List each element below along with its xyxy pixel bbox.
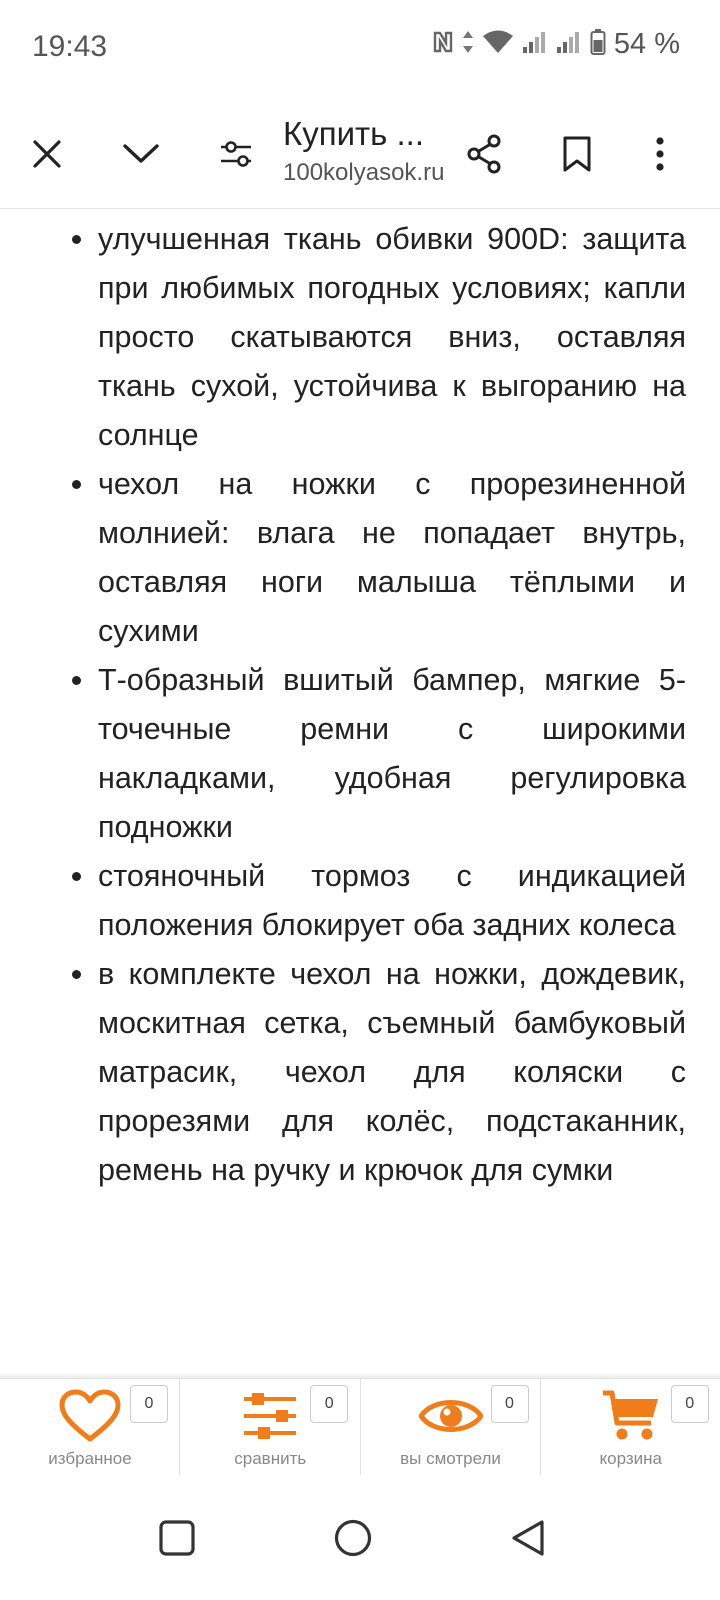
close-icon[interactable] [18,100,76,208]
back-triangle-icon[interactable] [494,1503,564,1573]
list-item [66,215,686,460]
compare-count-badge: 0 [310,1385,348,1423]
compare-button[interactable] [180,1379,360,1475]
cart-label: корзина [599,1449,662,1468]
eye-icon [401,1389,501,1443]
favorites-button[interactable] [0,1379,180,1475]
list-item [66,950,686,1195]
list-item-text: стояночный тормоз с индикацией положения блокирует оба задних колеса [98,859,686,942]
status-bar [0,0,720,100]
list-item-text: чехол на ножки с прорезиненной молнией: влага не попадает внутрь, оставляя ноги малыша тёплыми и сухими [98,467,686,648]
list-item-text: улучшенная ткань обивки 900D: защита при любимых погодных условиях; капли просто скатываются вниз, оставляя ткань сухой, устойчива к выгоранию на солнце [98,222,686,452]
shop-bottom-bar [0,1378,720,1476]
nfc-icon [432,29,454,60]
status-time: 19:43 [32,30,108,63]
list-item-text: Т-образный вшитый бампер, мягкие 5-точечные ремни с широкими накладками, удобная регулировка подножки [98,663,686,844]
share-icon[interactable] [458,100,510,208]
more-vert-icon[interactable] [640,100,680,208]
system-navigation-bar [0,1475,720,1600]
bullet-icon [72,872,81,881]
feature-list [66,215,686,1195]
battery-percentage: 54 % [613,28,680,60]
compare-label: сравнить [234,1449,307,1468]
page-content [0,210,720,1375]
viewed-count-badge: 0 [491,1385,529,1423]
cart-button[interactable] [541,1379,720,1475]
home-circle-icon[interactable] [318,1503,388,1573]
list-item [66,852,686,950]
recents-square-icon[interactable] [142,1503,212,1573]
wifi-icon [482,29,514,60]
list-item [66,656,686,852]
status-icons [432,28,680,61]
battery-icon [590,28,606,61]
page-title-block[interactable] [283,115,453,187]
settings-sliders-icon[interactable] [210,100,262,208]
data-arrows-icon [462,29,474,60]
bullet-icon [72,676,81,685]
cart-count-badge: 0 [671,1385,709,1423]
signal-icon [556,29,582,60]
browser-toolbar [0,100,720,209]
favorites-label: избранное [48,1449,132,1468]
bullet-icon [72,970,81,979]
chevron-down-icon[interactable] [110,100,172,208]
viewed-label: вы смотрели [400,1449,501,1468]
bullet-icon [72,235,81,244]
viewed-button[interactable] [361,1379,541,1475]
cart-icon [581,1389,681,1443]
favorites-count-badge: 0 [130,1385,168,1423]
signal-icon [522,29,548,60]
page-title: Купить ... [283,115,425,152]
list-item [66,460,686,656]
list-item-text: в комплекте чехол на ножки, дождевик, москитная сетка, съемный бамбуковый матрасик, чехол для коляски с прорезями для колёс, подстаканник, ремень на ручку и крючок для сумки [98,957,686,1187]
bullet-icon [72,480,81,489]
bookmark-icon[interactable] [552,100,602,208]
heart-icon [40,1389,140,1443]
page-url: 100kolyasok.ru [283,159,445,186]
compare-sliders-icon [220,1389,320,1443]
